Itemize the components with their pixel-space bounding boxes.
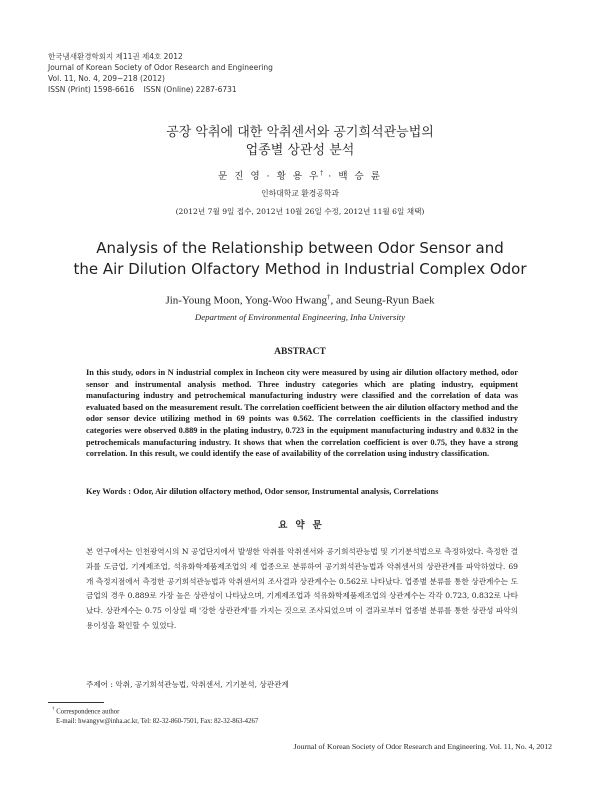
footnote-divider — [48, 702, 104, 703]
keywords-label: Key Words : — [86, 487, 134, 496]
korean-summary-body: 본 연구에서는 인천광역시의 N 공업단지에서 발생한 악취를 악취센서와 공기희석관능법 및 기기분석법으로 측정하였다. 측정한 결과를 도금업, 기계제조업, 석유화학제품제조업의 세 업종으로 분류하여 공기희석관능법과 악취센서의 상관관계를 파악하였다. 69개 측정지점에서 측정한 공기희석관능법과 악취센서의 조사결과 상관계수는 0.562로 나타났다. 업종별 분류를 통한 상관계수는 도금업의 경우 0.889로 가장 높은 상관성이 나타났으며, 기계제조업과 석유화학제품제조업의 상관계수는 각각 0.723, 0.832로 나타났다. 상관계수는 0.75 이상일 때 '강한 상관관계'를 가지는 것으로 조사되었으며 이 결과로부터 업종별 분류를 통한 상관성 파악의 용이성을 확인할 수 있었다. — [86, 547, 518, 630]
english-author-names: Jin-Young Moon, Yong-Woo Hwang — [165, 294, 327, 307]
keywords-text: Odor, Air dilution olfactory method, Odor sensor, Instrumental analysis, Correlations — [133, 487, 439, 496]
journal-header-line: ISSN (Print) 1598-6616 ISSN (Online) 2287-6731 — [48, 85, 237, 94]
keywords — [86, 487, 526, 496]
korean-author-names: · 백 승 륜 — [323, 171, 382, 182]
abstract-heading: ABSTRACT — [274, 347, 326, 357]
journal-header-line: Journal of Korean Society of Odor Research and Engineering — [48, 63, 273, 72]
english-authors — [0, 293, 600, 307]
footnote-mark: † — [52, 707, 55, 712]
english-affiliation: Department of Environmental Engineering, Inha University — [194, 312, 406, 322]
english-title-line: Analysis of the Relationship between Odor Sensor and — [96, 239, 504, 257]
journal-header — [48, 51, 273, 95]
english-title-line: the Air Dilution Olfactory Method in Industrial Complex Odor — [73, 260, 527, 278]
korean-dates: (2012년 7월 9일 접수, 2012년 10월 26일 수정, 2012년 11월 6일 채택) — [175, 207, 425, 216]
english-title — [0, 238, 600, 280]
korean-authors — [0, 168, 600, 182]
korean-title-line: 공장 악취에 대한 악취센서와 공기희석관능법의 — [166, 125, 434, 140]
english-author-names: , and Seung-Ryun Baek — [330, 294, 435, 307]
footnote-contact: E-mail: hwangyw@inha.ac.kr, Tel: 82-32-860-7501, Fax: 82-32-863-4267 — [56, 718, 259, 726]
korean-keywords: 주제어 : 악취, 공기희석관능법, 악취센서, 기기분석, 상관관계 — [86, 680, 289, 689]
korean-title-line: 업종별 상관성 분석 — [245, 143, 355, 158]
korean-title — [0, 124, 600, 160]
footnote-text: Correspondence author — [54, 708, 120, 716]
corresponding-mark: † — [320, 169, 324, 177]
corresponding-mark: † — [326, 293, 331, 301]
korean-affiliation: 인하대학교 환경공학과 — [261, 189, 339, 198]
korean-author-names: 문 진 영 · 황 용 우 — [218, 171, 321, 182]
abstract-body: In this study, odors in N industrial complex in Incheon city were measured by using air dilution olfactory method, odor sensor and instrumental analysis method. Three industry categories which are plating industry, equipment manufacturing industry and petrochemical manufacturing industry were classified and the correlation of data was evaluated based on the measurement result. The correlation coefficient between the air dilution olfactory method and the odor sensor device utilizing method in 69 points was 0.562. The correlation coefficients in the classified industry categories were observed 0.889 in the plating industry, 0.723 in the equipment manufacturing industry and 0.832 in the petrochemicals manufacturing industry. It shows that when the correlation coefficient is over 0.75, they have a strong correlation. In this result, we could identify the ease of availability of the correlation using industry classification. — [86, 368, 518, 459]
korean-summary-heading: 요약문 — [278, 520, 330, 531]
journal-header-line: Vol. 11, No. 4, 209~218 (2012) — [48, 74, 165, 83]
footnote-line — [52, 705, 258, 717]
footnote — [52, 705, 258, 727]
journal-header-line: 한국냄새환경학회지 제11권 제4호 2012 — [48, 52, 183, 61]
page-footer: Journal of Korean Society of Odor Research and Engineering. Vol. 11, No. 4, 2012 — [293, 742, 552, 751]
